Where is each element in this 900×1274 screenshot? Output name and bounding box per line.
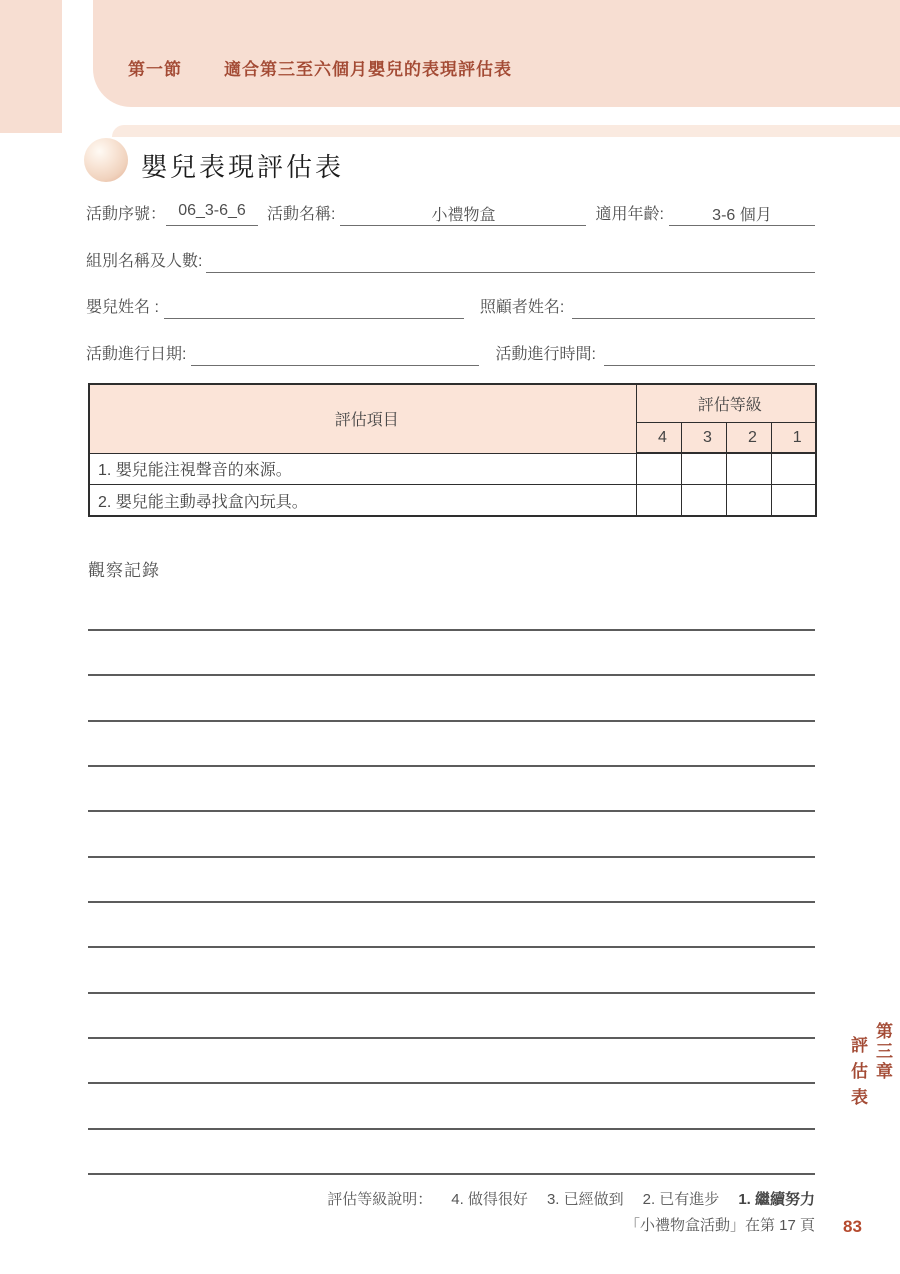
rating-level-1: 1 [771, 423, 816, 454]
observation-line [88, 1128, 815, 1130]
rating-level-3: 3 [681, 423, 726, 454]
activity-date-label: 活動進行日期: [86, 346, 187, 363]
form-row-datetime [86, 340, 815, 366]
observation-line [88, 629, 815, 631]
infant-name-field [164, 295, 464, 319]
observation-line [88, 810, 815, 812]
legend-label: 評估等級說明： [327, 1191, 433, 1208]
observation-line [88, 901, 815, 903]
observation-label: 觀察記錄 [88, 561, 160, 580]
activity-name-label: 活動名稱: [267, 206, 336, 223]
page-number: 83 [843, 1217, 862, 1236]
rating-legend [88, 1188, 815, 1209]
rating-cell [681, 485, 726, 517]
chapter-sidebar-label [845, 1022, 895, 1172]
observation-line [88, 1173, 815, 1175]
observation-line [88, 856, 815, 858]
assessment-table [88, 383, 817, 517]
table-row [89, 485, 816, 517]
group-field [206, 249, 815, 273]
rating-level-4: 4 [636, 423, 681, 454]
rating-cell [726, 453, 771, 485]
chapter-name: 評估表 [848, 1036, 867, 1114]
activity-time-field [604, 342, 815, 366]
activity-date-field [191, 342, 479, 366]
section-heading [128, 55, 512, 80]
rating-cell [681, 453, 726, 485]
form-row-group [86, 247, 815, 273]
legend-item: 4. 做得很好 [451, 1191, 528, 1208]
observation-line [88, 765, 815, 767]
observation-line [88, 1082, 815, 1084]
rating-column-header: 評估等級 [636, 384, 816, 423]
banner-left-block [0, 0, 62, 133]
item-text: 1. 嬰兒能注視聲音的來源。 [89, 453, 636, 485]
table-row [89, 453, 816, 485]
rating-cell [771, 485, 816, 517]
section-title: 適合第三至六個月嬰兒的表現評估表 [224, 60, 512, 79]
legend-item: 3. 已經做到 [546, 1191, 624, 1208]
chapter-number: 第三章 [873, 1022, 892, 1082]
activity-reference: 「小禮物盒活動」在第 17 頁 [624, 1217, 815, 1234]
observation-line [88, 674, 815, 676]
rating-cell [636, 453, 681, 485]
form-row-names [86, 293, 815, 319]
banner-section-panel [93, 0, 900, 107]
activity-time-label: 活動進行時間: [495, 346, 596, 363]
sphere-bullet-icon [84, 138, 128, 182]
observation-line [88, 946, 815, 948]
age-label: 適用年齡: [595, 206, 664, 223]
activity-no-field: 06_3-6_6 [166, 202, 258, 226]
item-text: 2. 嬰兒能主動尋找盒內玩具。 [89, 485, 636, 517]
page-title: 嬰兒表現評估表 [141, 152, 345, 182]
rating-cell [726, 485, 771, 517]
table-header-row-1 [89, 384, 816, 423]
observation-lines [88, 629, 815, 1177]
caregiver-name-field [572, 295, 815, 319]
rating-cell [636, 485, 681, 517]
observation-line [88, 992, 815, 994]
activity-name-field: 小禮物盒 [340, 202, 586, 226]
legend-item: 1. 繼續努力 [738, 1191, 815, 1208]
observation-line [88, 1037, 815, 1039]
banner-lower-band [112, 125, 900, 137]
observation-line [88, 720, 815, 722]
section-label: 第一節 [128, 60, 182, 79]
age-field: 3-6 個月 [669, 202, 815, 226]
legend-item: 2. 已有進步 [642, 1191, 720, 1208]
rating-cell [771, 453, 816, 485]
item-column-header: 評估項目 [89, 384, 636, 453]
group-label: 組別名稱及人數: [86, 253, 203, 270]
infant-name-label: 嬰兒姓名 : [86, 299, 159, 316]
rating-level-2: 2 [726, 423, 771, 454]
activity-no-label: 活動序號： [86, 206, 167, 223]
form-row-activity [86, 200, 815, 226]
caregiver-name-label: 照顧者姓名: [479, 299, 565, 316]
